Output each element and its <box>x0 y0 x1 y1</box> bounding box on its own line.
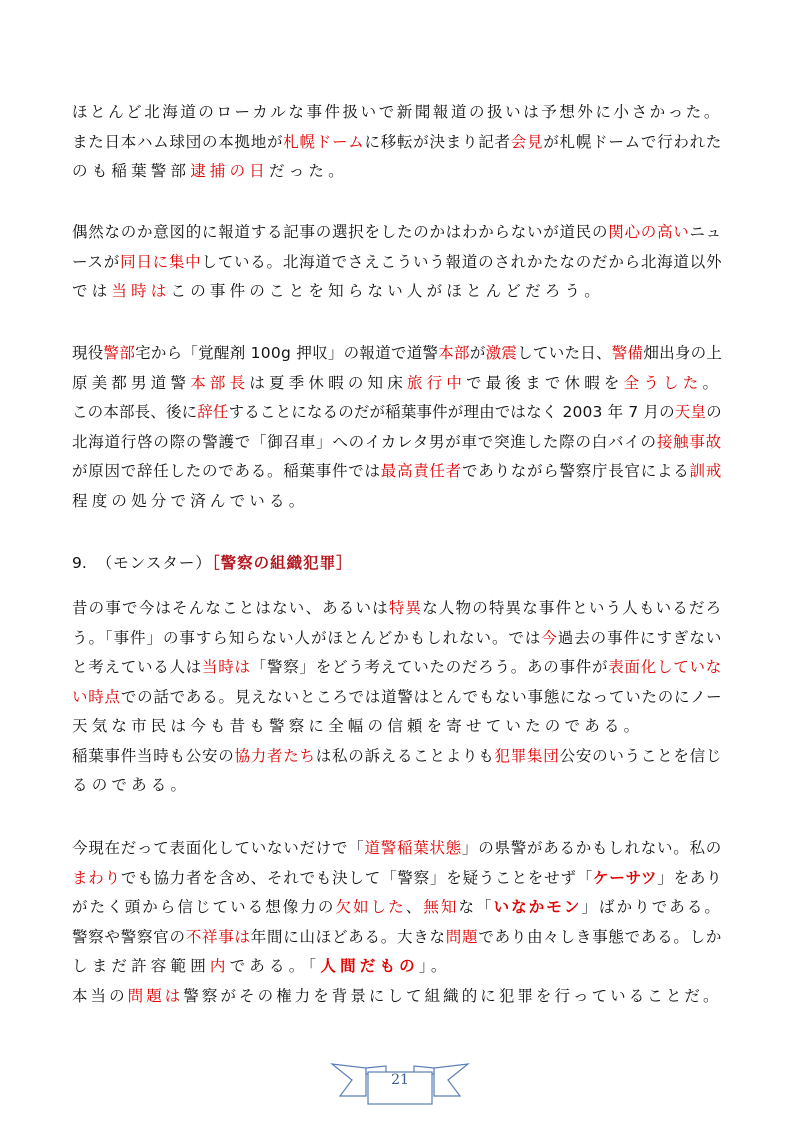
text-segment: 、 <box>405 898 424 916</box>
text-line <box>72 838 722 858</box>
highlighted-text: 不祥事は <box>185 927 251 946</box>
highlighted-text: 警部 <box>103 344 136 362</box>
text-segment: 年間に山ほどある。大きな <box>250 927 446 946</box>
highlighted-text: 本部長 <box>190 373 250 392</box>
text-segment: 過去の事件にすぎない <box>557 628 723 647</box>
highlighted-text: 今 <box>541 628 558 647</box>
text-segment: での話である。見えないところでは道警はとんでもない事態になっていたのにノー <box>120 687 723 706</box>
text-segment: では <box>72 282 112 300</box>
text-segment: と考えている人は <box>72 658 203 676</box>
highlighted-text: 当時は <box>111 282 171 300</box>
text-line <box>72 132 722 152</box>
text-segment: ースが <box>72 252 121 271</box>
text-line <box>72 687 722 707</box>
page-number: 21 <box>391 1072 409 1088</box>
highlighted-text: 激震 <box>485 344 518 362</box>
highlighted-text: 同日に集中 <box>120 252 202 271</box>
highlighted-text: 辞任 <box>197 403 229 421</box>
text-segment: は夏季休暇の知床 <box>249 373 407 392</box>
text-segment: しまだ許容範囲 <box>72 957 210 975</box>
highlighted-text: 特異 <box>388 599 423 617</box>
text-line <box>72 716 643 736</box>
highlighted-text: 欠如した <box>335 898 406 916</box>
text-segment: この事件のことを知らない人がほとんどだろう。 <box>170 282 604 300</box>
text-line <box>72 373 722 393</box>
highlighted-text: 天皇 <box>674 403 707 421</box>
text-segment: 「警察」をどう考えていたのだろう。あの事件が <box>250 658 609 676</box>
highlighted-text: 問題 <box>445 927 479 946</box>
text-segment: 警察や警察官の <box>72 927 186 946</box>
text-line <box>72 222 722 242</box>
text-line <box>72 986 722 1006</box>
text-segment: することになるのだが稲葉事件が理由ではなく 2003 年 7 月の <box>228 403 675 421</box>
text-line <box>72 491 308 511</box>
highlighted-text: 犯罪集団 <box>494 746 560 765</box>
highlighted-text: 当時は <box>202 658 251 676</box>
text-segment: また日本ハム球団の本拠地が <box>72 132 284 151</box>
text-segment: 偶然なのか意図的に報道する記事の選択をしたのかはわからないが道民の <box>72 223 609 241</box>
text-segment: に移転が決まり記者 <box>364 132 511 151</box>
text-segment: この本部長、後に <box>72 403 198 421</box>
text-line <box>72 868 722 888</box>
text-segment: だった。 <box>269 162 348 180</box>
highlighted-text: 札幌ドーム <box>283 132 365 151</box>
text-segment: な「 <box>458 898 494 916</box>
text-segment: が札幌ドームで行われた <box>543 132 723 151</box>
text-segment: う。「事件」の事すら知らない人がほとんどかもしれない。では <box>72 628 542 647</box>
highlighted-text: 表面化していな <box>608 658 723 676</box>
highlighted-text: 会見 <box>510 132 544 151</box>
text-line <box>72 746 722 766</box>
highlighted-text: 関心の高い <box>608 223 690 241</box>
text-line <box>72 343 722 363</box>
highlighted-text: 協力者たち <box>234 746 316 765</box>
text-line <box>72 402 722 422</box>
highlighted-text: 内 <box>209 957 230 975</box>
text-segment: 。 <box>702 373 723 392</box>
text-line <box>72 102 722 122</box>
text-segment: している。北海道でさえこういう報道のされかたなのだから北海道以外 <box>201 252 723 271</box>
text-segment: ニュ <box>689 223 723 241</box>
text-segment: 程度の処分で済んでいる。 <box>72 491 309 510</box>
highlighted-text: まわり <box>72 868 121 887</box>
highlighted-text: 旅行中 <box>406 373 467 392</box>
text-line <box>72 657 722 677</box>
text-line <box>72 432 722 452</box>
highlighted-text: い時点 <box>72 687 121 706</box>
text-line <box>72 161 348 181</box>
text-line <box>72 461 722 481</box>
highlighted-text: 訓戒 <box>689 462 723 480</box>
text-segment: 」をあり <box>657 868 723 887</box>
text-segment: のも稲葉警部 <box>72 162 191 180</box>
text-segment: である。「 <box>229 957 321 975</box>
text-segment: 昔の事で今はそんなことはない、あるいは <box>72 599 389 617</box>
text-segment: ほとんど北海道のローカルな事件扱いで新聞報道の扱いは予想外に小さかった。 <box>72 103 722 121</box>
section-heading <box>72 553 353 573</box>
text-line <box>72 252 722 272</box>
text-segment: るのである。 <box>72 776 191 794</box>
text-segment: 公安のいうことを信じ <box>559 746 723 765</box>
text-segment: で最後まで休暇を <box>466 373 624 392</box>
text-segment: は私の訴えることよりも <box>315 746 495 765</box>
section-number: 9. <box>72 554 87 572</box>
text-segment: 」ばかりである。 <box>581 898 722 916</box>
page-number-banner <box>330 1058 470 1108</box>
section-subtitle: （モンスター） <box>96 554 212 572</box>
text-segment: 警察がその権力を背景にして組織的に犯罪を行っていることだ。 <box>183 986 722 1005</box>
text-line <box>72 897 722 917</box>
text-segment: が原因で辞任したのである。稲葉事件では <box>72 462 381 480</box>
text-segment: の <box>706 403 722 421</box>
text-segment: 今現在だって表面化していないだけで「 <box>72 839 365 857</box>
highlighted-text: ケーサツ <box>593 868 658 887</box>
text-segment: 現役 <box>72 344 104 362</box>
text-segment: でありながら警察庁長官による <box>462 462 690 480</box>
text-segment: していた日、 <box>517 344 612 362</box>
highlighted-text: 問題は <box>127 986 184 1005</box>
highlighted-text: 警備 <box>611 344 644 362</box>
highlighted-text: 本部 <box>438 344 470 362</box>
text-segment: 」。 <box>418 957 451 975</box>
highlighted-text: 道警稲葉状態 <box>364 839 463 857</box>
highlighted-text: 接触事故 <box>656 432 722 451</box>
text-segment: 宅から「覚醒剤 100g 押収」の報道で道警 <box>135 344 439 362</box>
text-segment: 」の県警があるかもしれない。私の <box>462 839 723 857</box>
text-segment: であり由々しき事態である。しか <box>478 927 723 946</box>
text-segment: でも協力者を含め、それでも決して「警察」を疑うことをせず「 <box>120 868 593 887</box>
text-segment: 原美都男道警 <box>72 373 191 392</box>
text-segment: 稲葉事件当時も公安の <box>72 746 235 765</box>
text-segment: 本当の <box>72 986 128 1005</box>
text-segment: 北海道行啓の際の警護で「御召車」へのイカレタ男が車で突進した際の白バイの <box>72 432 657 451</box>
highlighted-text: 全うした <box>623 373 703 392</box>
text-line <box>72 927 722 947</box>
section-title: ［警察の組織犯罪］ <box>211 554 353 572</box>
text-line <box>72 628 722 648</box>
text-segment: な人物の特異な事件という人もいるだろ <box>422 599 723 617</box>
text-line <box>72 598 722 618</box>
highlighted-text: いなかモン <box>493 898 582 916</box>
highlighted-text: 無知 <box>423 898 459 916</box>
text-segment: が <box>469 344 486 362</box>
text-segment: がたく頭から信じている想像力の <box>72 898 336 916</box>
highlighted-text: 逮捕の日 <box>190 162 270 180</box>
highlighted-text: 人間だもの <box>320 957 419 975</box>
highlighted-text: 最高責任者 <box>380 462 463 480</box>
text-segment: 天気な市民は今も昔も警察に全幅の信頼を寄せていたのである。 <box>72 717 644 735</box>
text-line <box>72 775 190 795</box>
text-segment: 畑出身の上 <box>643 344 723 362</box>
text-line <box>72 956 451 976</box>
text-line <box>72 281 604 301</box>
